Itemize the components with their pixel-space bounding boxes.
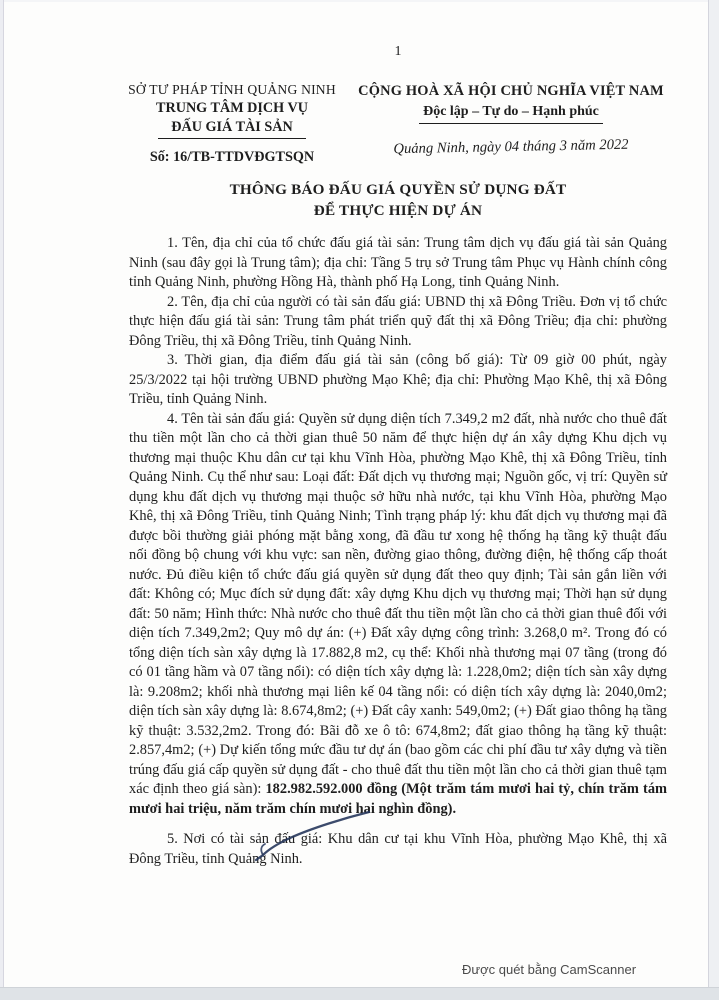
national-header-block (350, 82, 672, 157)
scan-bottom-strip (0, 987, 719, 1000)
paragraph-text-segment: 5. Nơi có tài sản đấu giá: Khu dân cư tại khu Vĩnh Hòa, phường Mạo Khê, thị xã Đông Triều, tỉnh Quảng Ninh. (129, 831, 667, 867)
organization-name-line2: ĐẤU GIÁ TÀI SẢN (171, 119, 293, 135)
national-motto-line2: Độc lập – Tự do – Hạnh phúc (419, 102, 603, 124)
paragraph (129, 830, 667, 869)
document-number: Số: 16/TB-TTDVĐGTSQN (149, 149, 315, 165)
paragraph-text-segment: 2. Tên, địa chỉ của người có tài sản đấu giá: UBND thị xã Đông Triều. Đơn vị tổ chức thực hiện đấu giá tài sản: Trung tâm phát triển quỹ đất thị xã Đông Triều; địa chỉ: phường Đông Triều, thị xã Đông Triều, tỉnh Quảng Ninh. (129, 293, 667, 349)
paragraph (129, 293, 667, 352)
page-number: 1 (394, 44, 402, 59)
paragraph (129, 234, 667, 293)
paragraph (129, 410, 667, 820)
paragraph-text-segment: 1. Tên, địa chỉ của tổ chức đấu giá tài sản: Trung tâm dịch vụ đấu giá tài sản Quảng Ninh (sau đây gọi là Trung tâm); địa chỉ: Tầng 5 trụ sở Trung tâm Phục vụ Hành chính công tỉnh Quảng Ninh, phường Hồng Hà, thành phố Hạ Long, tỉnh Quảng Ninh. (129, 235, 667, 290)
issuer-header-block (110, 80, 354, 167)
camscanner-footer-text: Được quét bằng CamScanner (462, 962, 637, 977)
document-title-line2: ĐỂ THỰC HIỆN DỰ ÁN (313, 202, 483, 219)
issue-date-line: Quảng Ninh, ngày 04 tháng 3 năm 2022 (393, 136, 629, 158)
paragraph-bold-segment: 182.982.592.000 đồng (Một trăm tám mươi hai tỷ, chín trăm tám mươi hai triệu, năm trăm chín mươi hai nghìn đồng). (129, 781, 668, 817)
header-underline-rule (158, 138, 306, 139)
document-title-line1: THÔNG BÁO ĐẤU GIÁ QUYỀN SỬ DỤNG ĐẤT (229, 181, 567, 198)
scan-edge-left (0, 0, 4, 988)
scan-edge-right (708, 0, 719, 988)
paragraph-text-segment: 4. Tên tài sản đấu giá: Quyền sử dụng diện tích 7.349,2 m2 đất, nhà nước cho thuê đất thu tiền một lần cho cả thời gian thuê 50 năm để thực hiện dự án xây dựng Khu dịch vụ thương mại thuộc Khu dân cư tại khu Vĩnh Hòa, phường Mạo Khê, thị xã Đông Triều, tỉnh Quảng Ninh. Cụ thể như sau: Loại đất: Đất dịch vụ thương mại; Nguồn gốc, vị trí: Quyền sử dụng khu đất dịch vụ thương mại thuộc sở hữu nhà nước, tại khu Vĩnh Hòa, phường Mạo Khê, thị xã Đông Triều, tỉnh Quảng Ninh; Tình trạng pháp lý: khu đất dịch vụ thương mại đã được bồi thường giải phóng mặt bằng xong, đã đầu tư xong hệ thống hạ tầng kỹ thuật đấu nối đồng bộ chung với khu vực: san nền, đường giao thông, đường điện, hệ thống cấp thoát nước. Đủ điều kiện tổ chức đấu giá quyền sử dụng đất theo quy định; Tài sản gắn liền với đất: Không có; Mục đích sử dụng đất: xây dựng Khu dịch vụ thương mại; Thời hạn sử dụng đất: 50 năm; Hình thức: Nhà nước cho thuê đất thu tiền một lần cho cả thời gian thuê đối với diện tích 7.349,2m2; Quy mô dự án: (+) Đất xây dựng công trình: 3.268,0 m². Trong đó có tổng diện tích sàn xây dựng là 17.882,8 m2, cụ thể: Khối nhà thương mại 07 tầng (trong đó có 01 tầng hầm và 07 tầng nổi): có diện tích xây dựng là: 1.228,0m2; diện tích sàn xây dựng là: 9.208m2; khối nhà thương mại liên kế 04 tầng nổi: có diện tích xây dựng là: 2040,0m2; diện tích sàn xây dựng là: 8.674,8m2; (+) Đất cây xanh: 549,0m2; (+) Đất giao thông hạ tầng kỹ thuật: 3.532,2m2. Trong đó: Bãi đỗ xe ô tô: 674,8m2; đất giao thông hạ tầng kỹ thuật: 2.857,4m2; (+) Dự kiến tổng mức đầu tư dự án (bao gồm các chi phí đầu tư xây dựng và tiền trúng đấu giá cấp quyền sử dụng đất - cho thuê đất thu tiền một lần cho cả thời gian thuê tạm xác định theo giá sàn): (129, 410, 667, 797)
paragraph-text-segment: 3. Thời gian, địa điểm đấu giá tài sản (công bố giá): Từ 09 giờ 00 phút, ngày 25/3/2022 tại hội trường UBND phường Mạo Khê; địa chỉ: Phường Mạo Khê, thị xã Đông Triều, tỉnh Quảng Ninh. (129, 352, 667, 407)
organization-name-line1: TRUNG TÂM DỊCH VỤ (155, 100, 308, 116)
parent-organization-name: SỞ TƯ PHÁP TỈNH QUẢNG NINH (128, 82, 336, 97)
scan-edge-top (0, 0, 719, 2)
document-body (129, 234, 667, 869)
document-title (129, 179, 667, 221)
paragraph (129, 351, 667, 410)
national-motto-line1: CỘNG HOÀ XÃ HỘI CHỦ NGHĨA VIỆT NAM (358, 83, 664, 99)
